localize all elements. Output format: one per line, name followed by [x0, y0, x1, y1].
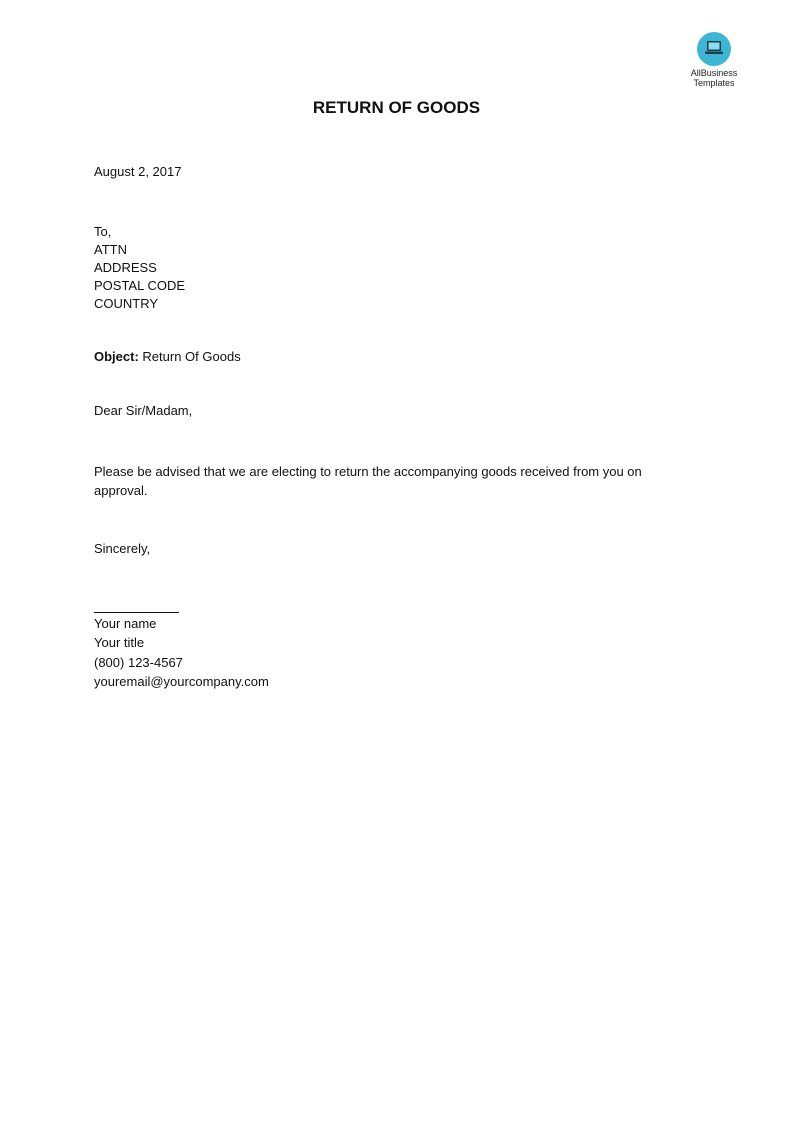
object-label: Object: [94, 349, 139, 364]
recipient-postal-code: POSTAL CODE [94, 278, 186, 293]
signature-phone: (800) 123-4567 [94, 655, 183, 670]
signature-name: Your name [94, 616, 157, 631]
laptop-icon [697, 32, 731, 66]
recipient-address: ADDRESS [94, 260, 157, 275]
logo-text-line2: Templates [693, 78, 735, 88]
signature-email: youremail@yourcompany.com [94, 674, 269, 689]
salutation: Dear Sir/Madam, [94, 403, 193, 418]
object-line [94, 349, 241, 364]
logo-text-line1: AllBusiness [690, 68, 738, 78]
recipient-attn: ATTN [94, 242, 127, 257]
recipient-to: To, [94, 224, 112, 239]
document-title: RETURN OF GOODS [312, 98, 481, 117]
recipient-country: COUNTRY [94, 296, 159, 311]
letter-date: August 2, 2017 [94, 164, 182, 179]
closing: Sincerely, [94, 541, 151, 556]
brand-logo [682, 32, 746, 88]
object-value: Return Of Goods [142, 349, 241, 364]
signature-title: Your title [94, 635, 145, 650]
letter-body: Please be advised that we are electing to return the accompanying goods received from you on approval. [94, 464, 642, 498]
signature-line [94, 602, 179, 613]
